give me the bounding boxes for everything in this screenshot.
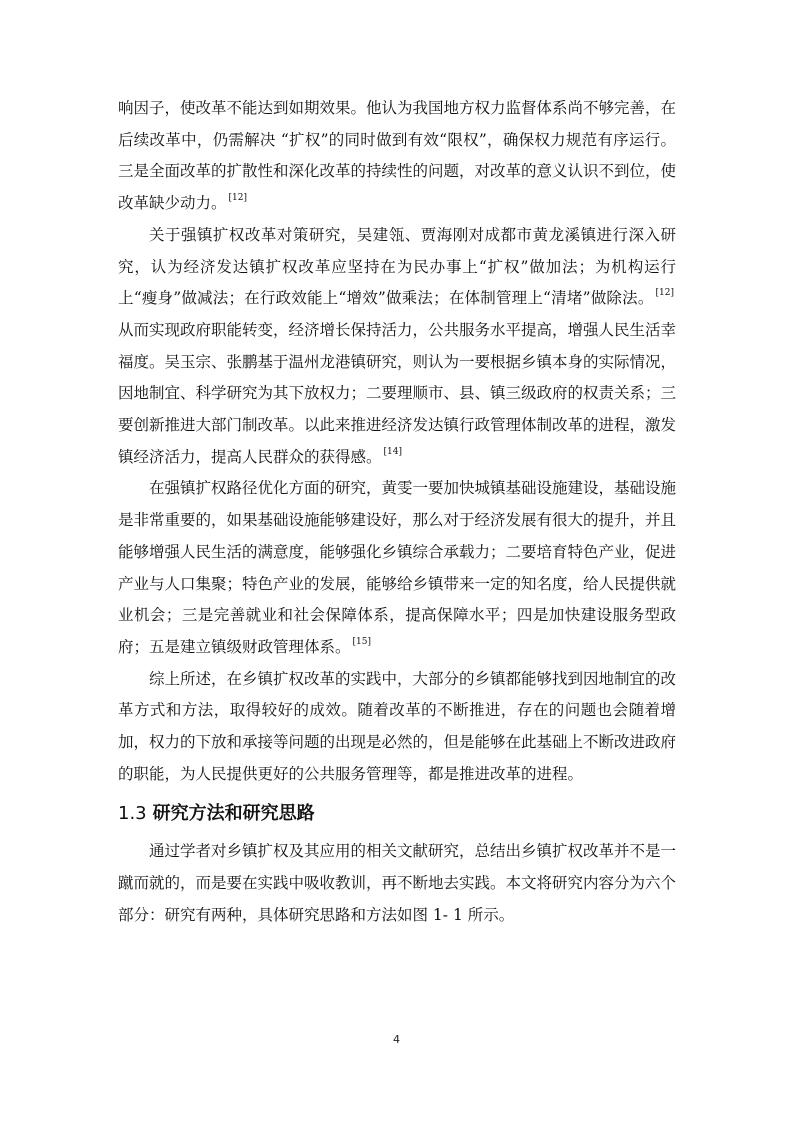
- paragraph-2-continuation: 从而实现政府职能转变，经济增长保持活力，公共服务水平提高，增强人民生活幸福度。吴玉宗、张鹏基于温州龙港镇研究，则认为一要根据乡镇本身的实际情况，因地制宜、科学研究为其下放权力；二要理顺市、县、镇三级政府的权责关系；三要创新推进大部门制改革。以此来推进经济发达镇行政管理体制改革的进程，激发镇经济活力，提高人民群众的获得感。: [118, 320, 677, 466]
- paragraph-4: [118, 664, 676, 791]
- page-number: 4: [393, 1033, 400, 1046]
- citation-12: [12]: [655, 288, 674, 299]
- paragraph-4-text: 综上所述，在乡镇扩权改革的实践中，大部分的乡镇都能够找到因地制宜的改革方式和方法，取得较好的成效。随着改革的不断推进，存在的问题也会随着增加，权力的下放和承接等问题的出现是必然的，但是能够在此基础上不断改进政府的职能，为人民提供更好的公共服务管理等，都是推进改革的进程。: [118, 669, 677, 783]
- paragraph-3-text: 在强镇扩权路径优化方面的研究，黄雯一要加快城镇基础设施建设，基础设施是非常重要的，如果基础设施能够建设好，那么对于经济发展有很大的提升，并且能够增强人民生活的满意度，能够强化乡镇综合承载力；二要培育特色产业，促进产业与人口集聚；特色产业的发展，能够给乡镇带来一定的知名度，给人民提供就业机会；三是完善就业和社会保障体系，提高保障水平；四是加快建设服务型政府；五是建立镇级财政管理体系。: [118, 479, 677, 656]
- citation-15: [15]: [352, 636, 371, 647]
- citation-12: [12]: [228, 192, 247, 203]
- section-paragraph: [118, 836, 676, 931]
- paragraph-2-text: 关于强镇扩权改革对策研究，吴建瓴、贾海刚对成都市黄龙溪镇进行深入研究，认为经济发达镇扩权改革应坚持在为民办事上“扩权”做加法；为机构运行上“瘦身”做减法；在行政效能上“增效”做乘法；在体制管理上“清堵”做除法。: [118, 225, 676, 308]
- section-paragraph-text: 通过学者对乡镇扩权及其应用的相关文献研究，总结出乡镇扩权改革并不是一蹴而就的，而是要在实践中吸收教训，再不断地去实践。本文将研究内容分为六个部分：研究有两种，具体研究思路和方法如图 1- 1 所示。: [118, 842, 677, 924]
- paragraph-3: [118, 473, 676, 663]
- paragraph-1: [118, 93, 676, 220]
- paragraph-1-text: 响因子，使改革不能达到如期效果。他认为我国地方权力监督体系尚不够完善，在后续改革中，仍需解决 “扩权”的同时做到有效“限权”，确保权力规范有序运行。三是全面改革的扩散性和深化改革的持续性的问题，对改革的意义认识不到位，使改革缺少动力。: [118, 99, 677, 213]
- section-title: 研究方法和研究思路: [152, 803, 315, 825]
- section-heading: [118, 790, 676, 836]
- paragraph-2: [118, 220, 676, 474]
- citation-14: [14]: [383, 446, 402, 457]
- section-number: 1.3: [118, 803, 147, 825]
- body-text: [118, 93, 676, 932]
